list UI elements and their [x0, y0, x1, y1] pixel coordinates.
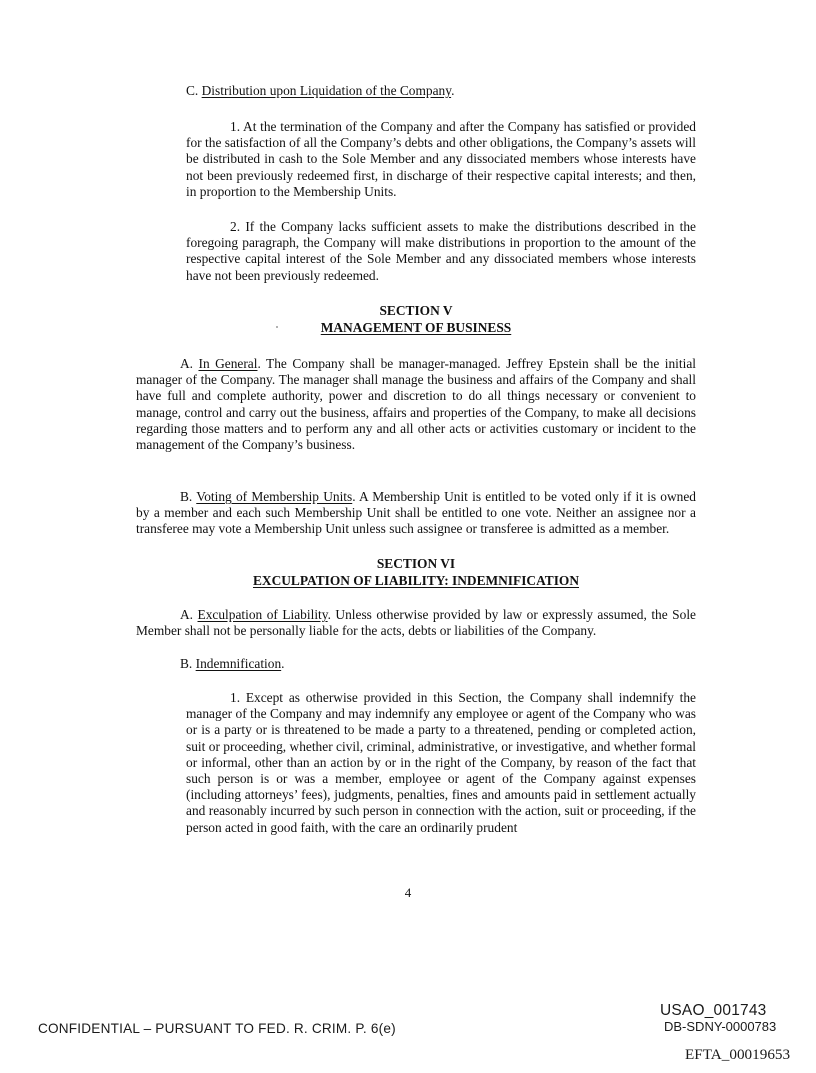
section-c-paragraph-1: 1. At the termination of the Company and after the Company has satisfied or provided for the satisfaction of all the Company’s debts and other obligations, the Company’s assets will be distributed in cash to the Sole Member and any dissociated members whose interests have not been previously redeemed first, in discharge of their respective capital interests; and then, in proportion to the Membership Units.: [186, 119, 696, 199]
section-c-prefix: C.: [186, 83, 202, 98]
section-v-a-heading: In General: [198, 356, 258, 371]
section-v-paragraph-a: [136, 356, 696, 453]
section-vi-a-text: . Unless otherwise provided by law or expressly assumed, the Sole Member shall not be personally liable for the acts, debts or liabilities of the Company.: [136, 607, 696, 639]
section-vi-b-prefix: B.: [180, 656, 196, 671]
section-c-paragraph-2: 2. If the Company lacks sufficient assets to make the distributions described in the foregoing paragraph, the Company will make distributions in proportion to the amount of the respective capital interest of the Sole Member and any dissociated members whose interests have not been previously redeemed.: [186, 219, 696, 283]
usao-bates-stamp: USAO_001743: [660, 1002, 767, 1019]
section-v-b-heading: Voting of Membership Units: [196, 489, 353, 504]
section-vi-b-heading: [180, 656, 580, 672]
section-v-subtitle: [136, 320, 696, 336]
section-vi-subtitle-text: EXCULPATION OF LIABILITY: INDEMNIFICATION: [252, 573, 579, 588]
section-v-a-prefix: A.: [180, 356, 199, 371]
section-v-subtitle-text: MANAGEMENT OF BUSINESS: [320, 320, 512, 335]
sdny-bates-stamp: DB-SDNY-0000783: [664, 1019, 777, 1034]
section-vi-b-paragraph-1: 1. Except as otherwise provided in this Section, the Company shall indemnify the manager of the Company and may indemnify any employee or agent of the Company who was or is a party or is threatened to be made a party to a threatened, pending or completed action, suit or proceeding, whether civil, criminal, administrative, or investigative, and whether formal or informal, other than an action by or in the right of the Company, by reason of the fact that such person is or was a member, employee or agent of the Company against expenses (including attorneys’ fees), judgments, penalties, fines and amounts paid in settlement actually and reasonably incurred by such person in connection with the action, suit or proceeding, if the person acted in good faith, with the care an ordinarily prudent: [186, 690, 696, 835]
section-v-b-prefix: B.: [180, 489, 197, 504]
section-vi-subtitle: [136, 573, 696, 589]
section-vi-paragraph-a: [136, 607, 696, 639]
section-vi-a-prefix: A.: [180, 607, 198, 622]
section-v-title: SECTION V: [379, 303, 453, 318]
section-c-heading-text: Distribution upon Liquidation of the Company: [201, 83, 452, 98]
section-vi-a-heading: Exculpation of Liability: [197, 607, 328, 622]
section-vi-b-heading-text: Indemnification: [195, 656, 282, 671]
section-vi-title: SECTION VI: [376, 556, 456, 571]
section-v-b-text: . A Membership Unit is entitled to be voted only if it is owned by a member and each such Membership Unit shall be entitled to one vote. Neither an assignee nor a transferee may vote a Membership Unit unless such assignee or transferee is admitted as a member.: [136, 489, 696, 537]
section-c-heading: [186, 83, 706, 99]
section-c-heading-end: .: [451, 83, 455, 98]
section-v-paragraph-b: [136, 489, 696, 538]
page-number: 4: [404, 885, 412, 900]
section-vi-b-heading-end: .: [281, 656, 285, 671]
confidential-footer: CONFIDENTIAL – PURSUANT TO FED. R. CRIM. P. 6(e): [38, 1021, 396, 1036]
section-v-a-text: . The Company shall be manager-managed. Jeffrey Epstein shall be the initial manager of the Company. The manager shall manage the business and affairs of the Company and shall have full and complete authority, power and discretion to do all things necessary or convenient to manage, control and carry out the business, affairs and properties of the Company, to make all decisions regarding those matters and to perform any and all other acts or activities customary or incident to the management of the Company’s business.: [136, 356, 696, 453]
efta-bates-stamp: EFTA_00019653: [685, 1046, 791, 1063]
scan-speck: [276, 326, 278, 328]
